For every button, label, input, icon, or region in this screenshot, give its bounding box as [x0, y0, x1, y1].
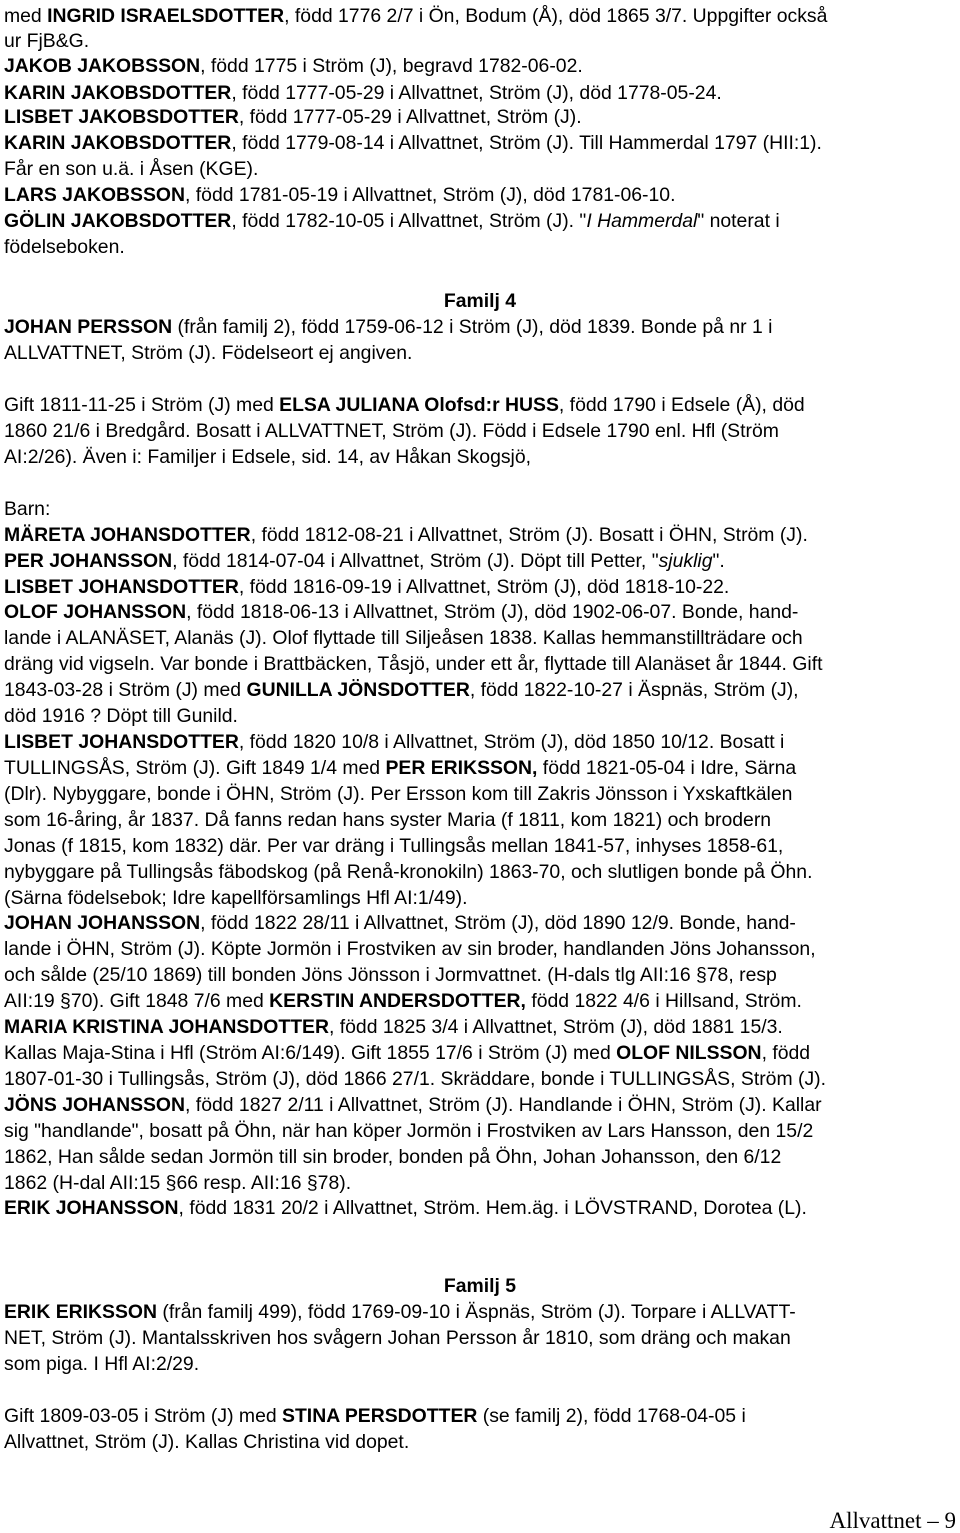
- person-name: LISBET JAKOBSDOTTER: [4, 106, 239, 128]
- text-line: [4, 396, 805, 415]
- text-line: [4, 500, 50, 519]
- line-text: som piga. I Hfl AI:2/29.: [4, 1353, 200, 1375]
- line-text: , född 1827 2/11 i Allvattnet, Ström (J). Handlande i ÖHN, Ström (J). Kallar: [185, 1094, 822, 1116]
- line-text: , född 1812-08-21 i Allvattnet, Ström (J). Bosatt i ÖHN, Ström (J).: [250, 524, 808, 546]
- text-line: [4, 1303, 796, 1322]
- line-text: med: [4, 5, 48, 27]
- text-line: [4, 578, 729, 597]
- text-line: [4, 811, 771, 830]
- person-name: OLOF NILSSON: [616, 1042, 762, 1064]
- line-text: ur FjB&G.: [4, 30, 90, 52]
- person-name: PER JOHANSSON: [4, 550, 173, 572]
- person-name: JAKOB JAKOBSSON: [4, 55, 201, 77]
- text-line: [4, 526, 808, 545]
- text-line: [4, 552, 725, 571]
- person-name: LISBET JOHANSDOTTER: [4, 731, 239, 753]
- person-name: JOHAN PERSSON: [4, 316, 173, 338]
- person-name: ERIK JOHANSSON: [4, 1197, 179, 1219]
- line-text: födelseboken.: [4, 236, 125, 258]
- line-text: ".: [712, 550, 725, 572]
- line-text: (från familj 2), född 1759-06-12 i Ström (J), död 1839. Bonde på nr 1 i: [172, 316, 773, 338]
- line-text: , född 1777-05-29 i Allvattnet, Ström (J).: [238, 106, 582, 128]
- line-text: dräng vid vigseln. Var bonde i Brattbäcken, Tåsjö, under ett år, flyttade till Alanäset år 1844. Gift: [4, 653, 823, 675]
- line-text: Familj 4: [443, 290, 517, 312]
- person-name: KARIN JAKOBSDOTTER: [4, 82, 232, 104]
- text-line: [4, 318, 772, 337]
- line-text: , född 1779-08-14 i Allvattnet, Ström (J). Till Hammerdal 1797 (HII:1).: [231, 132, 822, 154]
- person-name: OLOF JOHANSSON: [4, 601, 187, 623]
- line-text: TULLINGSÅS, Ström (J). Gift 1849 1/4 med: [4, 757, 386, 779]
- text-line: [4, 1018, 783, 1037]
- line-text: Gift 1809-03-05 i Ström (J) med: [4, 1405, 283, 1427]
- text-line: [4, 1174, 351, 1193]
- text-line: [4, 681, 799, 700]
- italic-quote: I Hammerdal: [586, 210, 698, 232]
- person-name: LARS JAKOBSSON: [4, 184, 186, 206]
- line-text: och sålde (25/10 1869) till bonden Jöns Jönsson i Jormvattnet. (H-dals tlg AII:16 §78, resp: [4, 964, 777, 986]
- text-line: [4, 707, 238, 726]
- text-line: [4, 1433, 409, 1452]
- person-name: ELSA JULIANA Olofsd:r HUSS: [279, 394, 559, 416]
- text-line: [4, 57, 583, 76]
- text-line: [4, 1122, 813, 1141]
- text-line: [4, 32, 89, 51]
- line-text: född 1822 4/6 i Hillsand, Ström.: [525, 990, 802, 1012]
- line-text: lande i ÖHN, Ström (J). Köpte Jormön i Frostviken av sin broder, handlanden Jöns Johansson,: [4, 938, 816, 960]
- text-line: [4, 212, 780, 231]
- line-text: född 1821-05-04 i Idre, Särna: [537, 757, 797, 779]
- line-text: (se familj 2), född 1768-04-05 i: [477, 1405, 746, 1427]
- text-line: [4, 863, 812, 882]
- line-text: , född 1777-05-29 i Allvattnet, Ström (J), död 1778-05-24.: [231, 82, 722, 104]
- person-name: GUNILLA JÖNSDOTTER: [246, 679, 470, 701]
- line-text: lande i ALANÄSET, Alanäs (J). Olof flyttade till Siljeåsen 1838. Kallas hemmanstillträdare och: [4, 627, 803, 649]
- text-line: [4, 186, 675, 205]
- line-text: , född 1814-07-04 i Allvattnet, Ström (J). Döpt till Petter, ": [172, 550, 659, 572]
- text-line: [4, 629, 803, 648]
- line-text: , född 1831 20/2 i Allvattnet, Ström. Hem.äg. i LÖVSTRAND, Dorotea (L).: [178, 1197, 807, 1219]
- text-line: [4, 134, 822, 153]
- line-text: som 16-åring, år 1837. Då fanns redan hans syster Maria (f 1811, kom 1821) och brodern: [4, 809, 772, 831]
- line-text: , född: [761, 1042, 811, 1064]
- line-text: , född 1820 10/8 i Allvattnet, Ström (J), död 1850 10/12. Bosatt i: [238, 731, 785, 753]
- text-line: [4, 655, 822, 674]
- line-text: NET, Ström (J). Mantalsskriven hos svågern Johan Persson år 1810, som dräng och makan: [4, 1327, 791, 1349]
- text-line: [4, 837, 783, 856]
- line-text: 1843-03-28 i Ström (J) med: [4, 679, 247, 701]
- text-line: [4, 1044, 810, 1063]
- line-text: Allvattnet, Ström (J). Kallas Christina vid dopet.: [4, 1431, 410, 1453]
- text-line: [4, 422, 779, 441]
- person-name: GÖLIN JAKOBSDOTTER: [4, 210, 232, 232]
- text-line: [4, 1148, 781, 1167]
- text-line: [4, 448, 531, 467]
- line-text: nybyggare på Tullingsås fäbodskog (på Renå-kronokiln) 1863-70, och slutligen bonde på Öhn.: [4, 861, 813, 883]
- person-name: ERIK ERIKSSON: [4, 1301, 157, 1323]
- text-line: [4, 992, 802, 1011]
- line-text: , född 1790 i Edsele (Å), död: [558, 394, 805, 416]
- family-heading: [0, 1277, 960, 1296]
- text-line: [4, 785, 792, 804]
- line-text: 1860 21/6 i Bredgård. Bosatt i ALLVATTNET, Ström (J). Född i Edsele 1790 enl. Hfl (Ström: [4, 420, 779, 442]
- text-line: [4, 84, 722, 103]
- text-line: [4, 344, 412, 363]
- line-text: , född 1782-10-05 i Allvattnet, Ström (J). ": [231, 210, 587, 232]
- line-text: " noterat i: [697, 210, 780, 232]
- line-text: Familj 5: [443, 1275, 517, 1297]
- text-line: [4, 889, 467, 908]
- text-line: [4, 914, 796, 933]
- text-line: [4, 160, 258, 179]
- person-name: JOHAN JOHANSSON: [4, 912, 201, 934]
- text-line: [4, 733, 784, 752]
- person-name: MÄRETA JOHANSDOTTER: [4, 524, 251, 546]
- text-line: [4, 7, 827, 26]
- line-text: , född 1822 28/11 i Allvattnet, Ström (J), död 1890 12/9. Bonde, hand-: [200, 912, 796, 934]
- line-text: Får en son u.ä. i Åsen (KGE).: [4, 158, 259, 180]
- line-text: (Dlr). Nybyggare, bonde i ÖHN, Ström (J). Per Ersson kom till Zakris Jönsson i Yxskaftkälen: [4, 783, 793, 805]
- text-line: [4, 1355, 199, 1374]
- text-line: [4, 108, 582, 127]
- text-line: [4, 603, 798, 622]
- line-text: AII:19 §70). Gift 1848 7/6 med: [4, 990, 270, 1012]
- person-name: INGRID ISRAELSDOTTER: [47, 5, 285, 27]
- line-text: 1862 (H-dal AII:15 §66 resp. AII:16 §78).: [4, 1172, 352, 1194]
- text-line: [4, 238, 125, 257]
- line-text: , född 1781-05-19 i Allvattnet, Ström (J), död 1781-06-10.: [185, 184, 676, 206]
- line-text: ALLVATTNET, Ström (J). Födelseort ej angiven.: [4, 342, 413, 364]
- line-text: (Särna födelsebok; Idre kapellförsamlings Hfl AI:1/49).: [4, 887, 468, 909]
- person-name: PER ERIKSSON,: [385, 757, 538, 779]
- line-text: , född 1818-06-13 i Allvattnet, Ström (J), död 1902-06-07. Bonde, hand-: [186, 601, 799, 623]
- person-name: MARIA KRISTINA JOHANSDOTTER: [4, 1016, 329, 1038]
- line-text: 1807-01-30 i Tullingsås, Ström (J), död 1866 27/1. Skräddare, bonde i TULLINGSÅS, Ström (J).: [4, 1068, 826, 1090]
- line-text: AI:2/26). Även i: Familjer i Edsele, sid. 14, av Håkan Skogsjö,: [4, 446, 532, 468]
- line-text: Gift 1811-11-25 i Ström (J) med: [4, 394, 280, 416]
- line-text: sig "handlande", bosatt på Öhn, när han köper Jormön i Frostviken av Lars Hansson, den 15/2: [4, 1120, 814, 1142]
- line-text: Jonas (f 1815, kom 1832) där. Per var dräng i Tullingsås mellan 1841-57, inhyses 1858-61,: [4, 835, 784, 857]
- italic-quote: sjuklig: [658, 550, 713, 572]
- person-name: KARIN JAKOBSDOTTER: [4, 132, 232, 154]
- person-name: KERSTIN ANDERSDOTTER,: [269, 990, 526, 1012]
- text-line: [4, 759, 796, 778]
- page-footer: Allvattnet – 9: [829, 1508, 956, 1533]
- person-name: JÖNS JOHANSSON: [4, 1094, 186, 1116]
- person-name: LISBET JOHANSDOTTER: [4, 576, 239, 598]
- text-line: [4, 1199, 807, 1218]
- line-text: död 1916 ? Döpt till Gunild.: [4, 705, 238, 727]
- person-name: STINA PERSDOTTER: [282, 1405, 478, 1427]
- line-text: , född 1775 i Ström (J), begravd 1782-06-02.: [200, 55, 583, 77]
- text-line: [4, 966, 777, 985]
- line-text: Barn:: [4, 498, 51, 520]
- family-heading: [0, 292, 960, 311]
- line-text: , född 1822-10-27 i Äspnäs, Ström (J),: [469, 679, 799, 701]
- text-line: [4, 940, 816, 959]
- line-text: , född 1825 3/4 i Allvattnet, Ström (J), död 1881 15/3.: [328, 1016, 783, 1038]
- line-text: , född 1816-09-19 i Allvattnet, Ström (J), död 1818-10-22.: [238, 576, 730, 598]
- line-text: Kallas Maja-Stina i Hfl (Ström AI:6/149). Gift 1855 17/6 i Ström (J) med: [4, 1042, 617, 1064]
- text-line: [4, 1070, 826, 1089]
- text-line: [4, 1096, 822, 1115]
- text-line: [4, 1407, 746, 1426]
- line-text: (från familj 499), född 1769-09-10 i Äspnäs, Ström (J). Torpare i ALLVATT-: [157, 1301, 796, 1323]
- text-line: [4, 1329, 791, 1348]
- line-text: , född 1776 2/7 i Ön, Bodum (Å), död 1865 3/7. Uppgifter också: [284, 5, 828, 27]
- line-text: 1862, Han sålde sedan Jormön till sin broder, bonden på Öhn, Johan Johansson, den 6/12: [4, 1146, 782, 1168]
